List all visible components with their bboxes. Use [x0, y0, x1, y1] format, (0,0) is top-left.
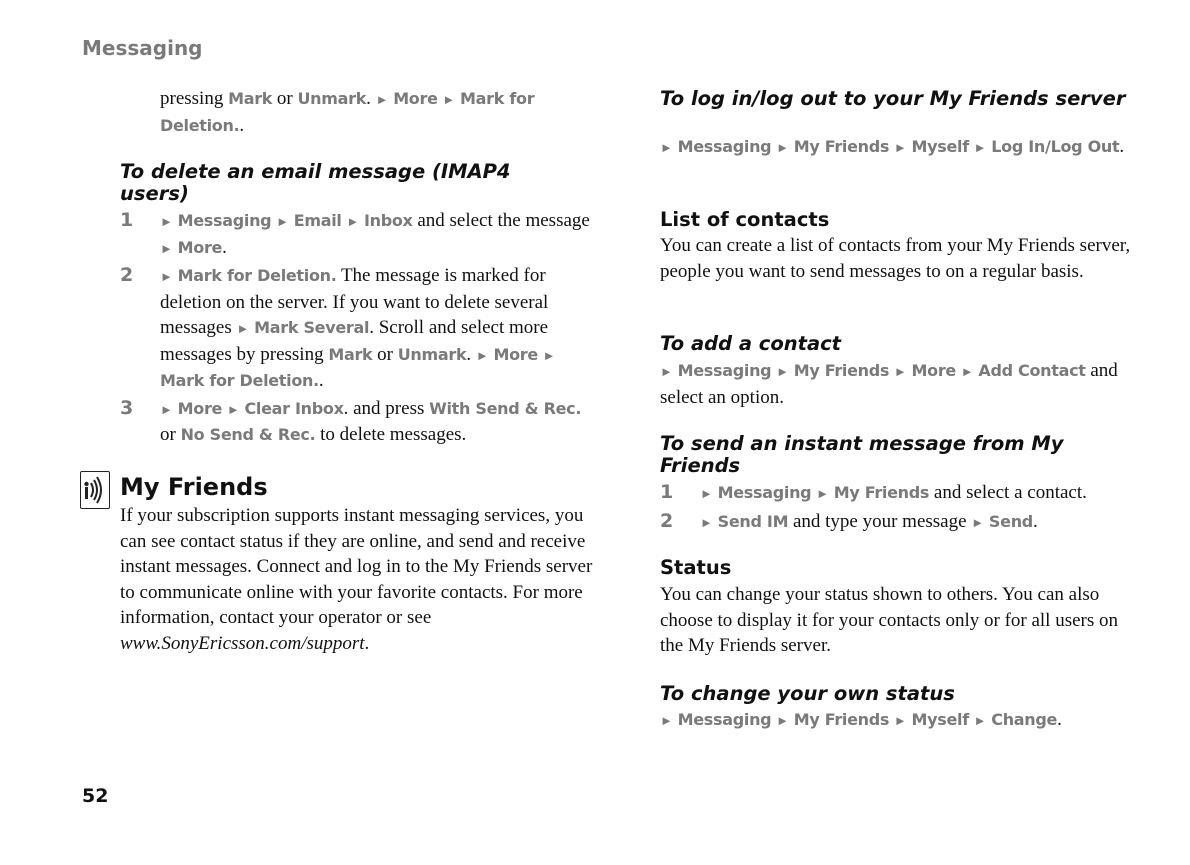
- ui-term: Unmark: [297, 89, 367, 108]
- ui-term: Messaging: [177, 211, 272, 230]
- ui-term: Messaging: [677, 710, 772, 729]
- status-body: You can change your status shown to others. You can also choose to display it for your contacts only or for all users on the My Friends server.: [660, 584, 1119, 656]
- arrow-icon: ►: [236, 321, 250, 336]
- ui-term: Mark: [228, 89, 273, 108]
- support-url: www.SonyEricsson.com/support: [120, 632, 365, 654]
- step-item: 2 ► Send IM and type your message ► Send.: [660, 509, 1138, 536]
- ui-term: Unmark: [397, 344, 467, 364]
- arrow-icon: ►: [475, 347, 489, 363]
- log-in-out-path: ► Messaging ► My Friends ► Myself ► Log In/Log Out.: [660, 136, 1125, 157]
- my-friends-body: If your subscription supports instant messaging services, you can see contact status if they are online, and send and receive instant messages. Connect and log in to the My Friends server to communicate online with your favorite contacts. For more information, contact your operator or see www.SonyEricsson.com/support.: [120, 505, 593, 654]
- ui-term: Mark for Deletion.: [177, 266, 337, 285]
- arrow-icon: ►: [660, 364, 673, 379]
- step-number: 1: [660, 481, 674, 503]
- step-number: 3: [120, 396, 134, 419]
- step-item: 1 ► Messaging ► My Friends and select a contact.: [660, 480, 1138, 507]
- arrow-icon: ►: [893, 140, 907, 155]
- my-friends-title: My Friends: [120, 473, 268, 501]
- arrow-icon: ►: [442, 92, 456, 107]
- arrow-icon: ►: [276, 214, 289, 229]
- ui-term: My Friends: [793, 361, 890, 380]
- step-item: 1 ► Messaging ► Email ► Inbox and select the message ► More.: [120, 209, 590, 258]
- ui-term: Mark Several: [254, 318, 370, 337]
- list-of-contacts-heading: List of contacts: [660, 208, 830, 231]
- ui-term: More: [493, 344, 538, 364]
- send-im-steps: [660, 480, 1138, 535]
- step-item: 2 ► Mark for Deletion. The message is marked for deletion on the server. If you want to delete several messages ► Mark Several. Scroll and select more messages by pressing Mark or Unmark. ► More ► Mark for Deletion..: [120, 264, 556, 391]
- arrow-icon: ►: [893, 713, 907, 728]
- step-number: 1: [120, 209, 134, 231]
- ui-term: Mark: [328, 344, 373, 364]
- arrow-icon: ►: [160, 269, 173, 284]
- ui-term: More: [177, 398, 223, 418]
- ui-term: Messaging: [677, 137, 772, 156]
- change-status-path: ► Messaging ► My Friends ► Myself ► Change.: [660, 709, 1062, 730]
- ui-term: Messaging: [677, 361, 772, 380]
- delete-email-heading: To delete an email message (IMAP4 users): [120, 160, 511, 205]
- intro-paragraph: pressing Mark or Unmark. ► More ► Mark for Deletion..: [160, 88, 535, 136]
- ui-term: Change: [991, 710, 1058, 729]
- ui-term: Send IM: [717, 511, 789, 531]
- add-contact-heading: To add a contact: [660, 332, 841, 355]
- ui-term: Mark for Deletion.: [160, 89, 535, 135]
- arrow-icon: ►: [776, 364, 789, 379]
- send-im-heading: To send an instant message from My Friends: [660, 432, 1064, 477]
- add-contact-path: ► Messaging ► My Friends ► More ► Add Contact and select an option.: [660, 360, 1118, 408]
- arrow-icon: ►: [971, 514, 985, 530]
- change-status-heading: To change your own status: [660, 682, 955, 705]
- ui-term: Clear Inbox: [244, 398, 344, 418]
- arrow-icon: ►: [660, 140, 673, 155]
- ui-term: Myself: [911, 137, 969, 156]
- status-heading: Status: [660, 556, 732, 579]
- arrow-icon: ►: [660, 713, 673, 728]
- ui-term: Send: [988, 511, 1033, 531]
- log-in-out-heading: To log in/log out to your My Friends server: [660, 87, 1126, 110]
- step-item: 3 ► More ► Clear Inbox. and press With Send & Rec. or No Send & Rec. to delete messages.: [120, 396, 582, 445]
- ui-term: More: [393, 89, 438, 108]
- ui-term: No Send & Rec.: [180, 425, 316, 444]
- arrow-icon: ►: [542, 347, 556, 363]
- ui-term: My Friends: [793, 137, 890, 156]
- delete-email-steps: [120, 208, 595, 448]
- arrow-icon: ►: [160, 401, 173, 417]
- arrow-icon: ►: [973, 140, 987, 155]
- ui-term: Email: [293, 211, 342, 230]
- page-number: 52: [82, 785, 109, 807]
- arrow-icon: ►: [776, 713, 789, 728]
- ui-term: Mark for Deletion.: [160, 371, 319, 390]
- my-friends-icon: [80, 471, 110, 509]
- ui-term: With Send & Rec.: [429, 398, 582, 418]
- ui-term: My Friends: [833, 483, 930, 502]
- arrow-icon: ►: [700, 514, 713, 530]
- ui-term: Add Contact: [978, 361, 1086, 380]
- ui-term: Myself: [911, 710, 969, 729]
- arrow-icon: ►: [973, 713, 987, 728]
- ui-term: Log In/Log Out: [991, 137, 1120, 156]
- step-number: 2: [120, 264, 134, 286]
- ui-term: Messaging: [717, 483, 812, 502]
- arrow-icon: ►: [160, 240, 173, 256]
- ui-term: Inbox: [363, 211, 413, 230]
- arrow-icon: ►: [226, 401, 240, 417]
- arrow-icon: ►: [375, 92, 389, 107]
- arrow-icon: ►: [160, 214, 173, 229]
- ui-term: More: [911, 361, 956, 380]
- arrow-icon: ►: [776, 140, 789, 155]
- arrow-icon: ►: [700, 486, 713, 501]
- arrow-icon: ►: [893, 364, 907, 379]
- list-of-contacts-body: You can create a list of contacts from your My Friends server, people you want to send messages to on a regular basis.: [660, 235, 1131, 282]
- ui-term: More: [177, 237, 223, 257]
- arrow-icon: ►: [346, 214, 360, 229]
- arrow-icon: ►: [816, 486, 829, 501]
- section-header: Messaging: [82, 36, 203, 60]
- step-number: 2: [660, 509, 674, 532]
- arrow-icon: ►: [960, 364, 974, 379]
- ui-term: My Friends: [793, 710, 890, 729]
